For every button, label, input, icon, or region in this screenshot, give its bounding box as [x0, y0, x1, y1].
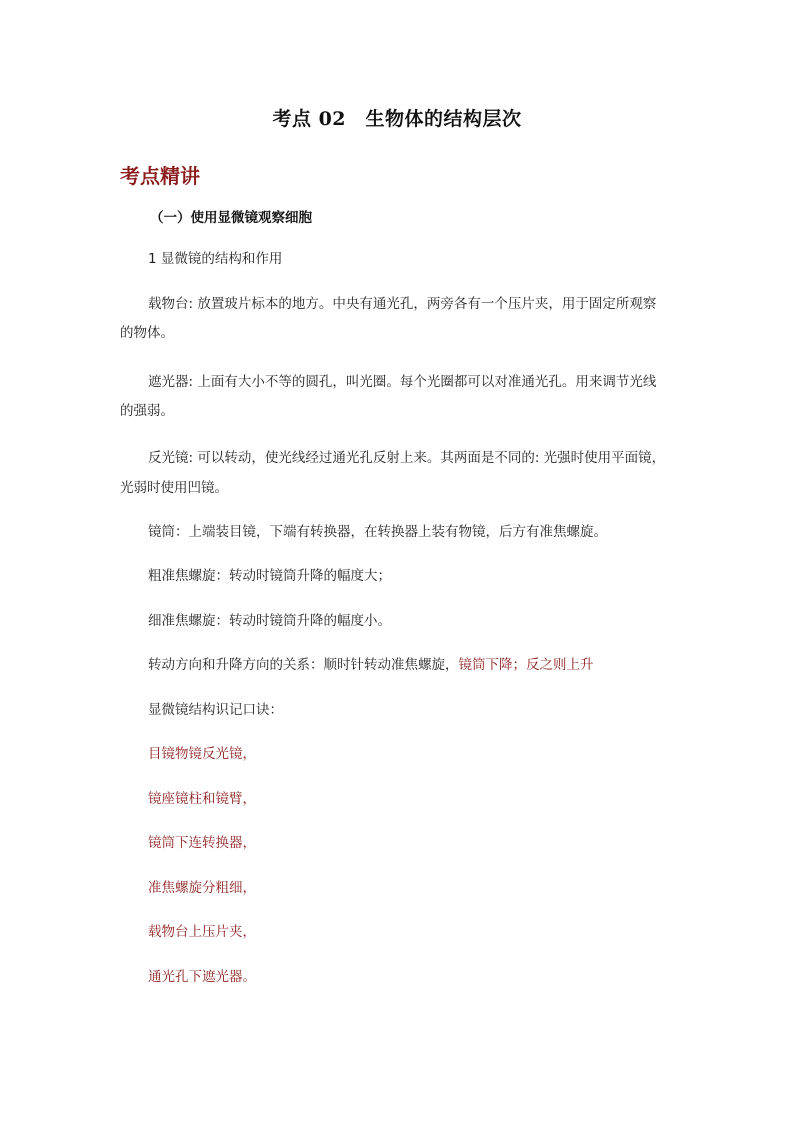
mnemonic-line: 镜筒下连转换器， — [148, 835, 256, 851]
paragraph-tube: 镜筒：上端装目镜，下端有转换器，在转换器上装有物镜，后方有准焦螺旋。 — [148, 524, 607, 540]
paragraph-rotation-relation — [148, 655, 594, 675]
paragraph-mnemonic-label: 显微镜结构识记口诀： — [148, 702, 283, 718]
mnemonic-line: 目镜物镜反光镜， — [148, 746, 256, 762]
paragraph-fine-focus: 细准焦螺旋：转动时镜筒升降的幅度小。 — [148, 613, 391, 629]
paragraph-stage-line1: 载物台: 放置玻片标本的地方。中央有通光孔，两旁各有一个压片夹，用于固定所观察 — [148, 296, 657, 312]
mnemonic-line: 准焦螺旋分粗细， — [148, 880, 256, 896]
paragraph-mirror-line2: 光弱时使用凹镜。 — [120, 480, 228, 496]
subheading: （一）使用显微镜观察细胞 — [150, 210, 312, 226]
paragraph-diaphragm-line2: 的强弱。 — [120, 403, 174, 419]
relation-text: 转动方向和升降方向的关系：顺时针转动准焦螺旋， — [148, 657, 459, 673]
mnemonic-line: 通光孔下遮光器。 — [148, 969, 256, 985]
page-title: 考点 02 生物体的结构层次 — [272, 108, 522, 130]
section-heading: 考点精讲 — [120, 164, 200, 188]
relation-tail: ；反之则上升 — [512, 657, 594, 673]
item-microscope-structure: 1 显微镜的结构和作用 — [148, 251, 283, 267]
paragraph-coarse-focus: 粗准焦螺旋：转动时镜筒升降的幅度大； — [148, 568, 391, 584]
paragraph-mirror-line1: 反光镜: 可以转动，使光线经过通光孔反射上来。其两面是不同的: 光强时使用平面镜， — [148, 450, 666, 466]
mnemonic-line: 载物台上压片夹， — [148, 924, 256, 940]
mnemonic-line: 镜座镜柱和镜臂， — [148, 791, 256, 807]
paragraph-diaphragm-line1: 遮光器: 上面有大小不等的圆孔，叫光圈。每个光圈都可以对准通光孔。用来调节光线 — [148, 374, 657, 390]
relation-highlight: 镜筒下降 — [458, 657, 513, 673]
paragraph-stage-line2: 的物体。 — [120, 325, 174, 341]
